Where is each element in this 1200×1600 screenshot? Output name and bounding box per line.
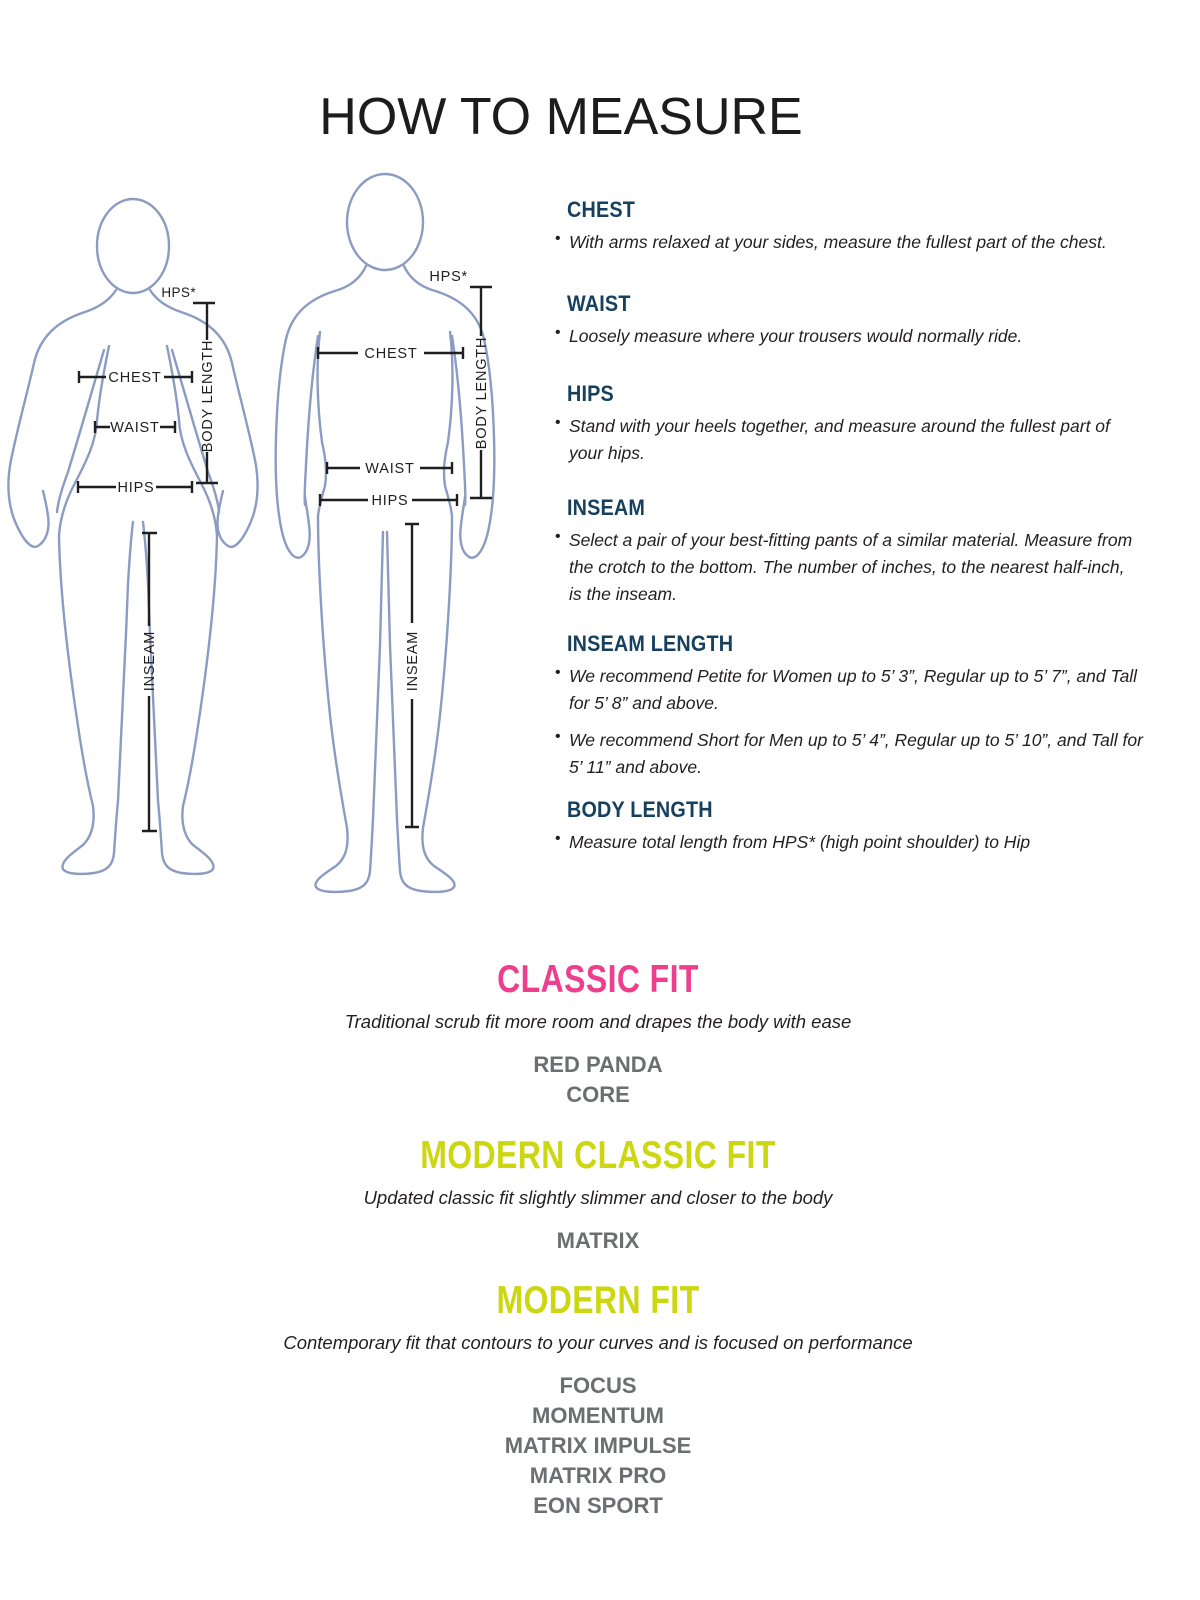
bullet-text: We recommend Short for Men up to 5’ 4”, Regular up to 5’ 10”, and Tall for: [569, 730, 1143, 750]
fit-product-line: MATRIX PRO: [529, 1463, 667, 1488]
bullet-item: [555, 229, 1195, 256]
fit-product-line: FOCUS: [559, 1373, 637, 1398]
bullet-dot: •: [555, 324, 561, 341]
instruction-section-chest: [555, 197, 1195, 262]
fit-title-classic: CLASSIC FIT: [497, 958, 699, 1001]
bullet-text: your hips.: [569, 443, 645, 463]
fit-product-line: EON SPORT: [533, 1493, 663, 1518]
bullet-text: Select a pair of your best-fitting pants of a similar material. Measure from: [569, 530, 1133, 550]
male-right-body-leg-outline: [387, 332, 454, 892]
instruction-heading-inseam: INSEAM: [567, 495, 646, 520]
male-waist-label: WAIST: [365, 461, 415, 477]
bullet-item: [555, 663, 1195, 717]
fit-section-modern: [0, 1279, 1196, 1521]
female-figure: [8, 199, 257, 874]
fit-description: Updated classic fit slightly slimmer and closer to the body: [363, 1187, 833, 1208]
instruction-heading-waist: WAIST: [567, 291, 631, 316]
female-hps-label: HPS*: [161, 285, 196, 300]
female-chest-label: CHEST: [108, 370, 162, 386]
fit-product-lines: [0, 1226, 1196, 1256]
fit-title-modern: MODERN FIT: [496, 1279, 700, 1322]
bullet-item: [555, 413, 1195, 467]
male-measurements: [318, 269, 492, 827]
instruction-heading-chest: CHEST: [567, 197, 636, 222]
bullet-dot: •: [555, 830, 561, 847]
bullet-text: We recommend Petite for Women up to 5’ 3”, Regular up to 5’ 7”, and Tall: [569, 666, 1138, 686]
bullet-item: [555, 323, 1195, 350]
male-hps-label: HPS*: [429, 269, 468, 285]
bullet-text: Measure total length from HPS* (high point shoulder) to Hip: [569, 832, 1031, 852]
instruction-section-inseam: [555, 495, 1195, 614]
bullet-dot: •: [555, 414, 561, 431]
female-inseam-label: INSEAM: [142, 630, 158, 692]
fit-section-classic: [0, 958, 1196, 1110]
male-right-inner-arm: [452, 336, 465, 505]
fit-product-lines: [0, 1050, 1196, 1110]
fit-product-line: RED PANDA: [533, 1052, 663, 1077]
instruction-heading-body-length: BODY LENGTH: [567, 797, 713, 822]
bullet-dot: •: [555, 528, 561, 545]
female-head-outline: [97, 199, 169, 293]
male-body-length-label: BODY LENGTH: [474, 336, 490, 450]
male-hips-label: HIPS: [371, 493, 409, 509]
male-left-inner-arm: [305, 336, 318, 505]
fit-product-line: MATRIX IMPULSE: [504, 1433, 692, 1458]
bullet-item: [555, 527, 1195, 608]
bullet-text: 5’ 11” and above.: [569, 757, 702, 777]
bullet-text: for 5’ 8” and above.: [569, 693, 719, 713]
male-left-arm-outline: [276, 266, 366, 558]
male-chest-label: CHEST: [364, 346, 418, 362]
male-inseam-label: INSEAM: [405, 630, 421, 692]
bullet-text: Stand with your heels together, and measure around the fullest part of: [569, 416, 1110, 436]
fit-description: Traditional scrub fit more room and drapes the body with ease: [344, 1011, 852, 1032]
bullet-dot: •: [555, 230, 561, 247]
fit-product-lines: [0, 1371, 1196, 1521]
bullet-text: the crotch to the bottom. The number of inches, to the nearest half-inch,: [569, 557, 1125, 577]
bullet-text: Loosely measure where your trousers would normally ride.: [569, 326, 1023, 346]
male-head-outline: [347, 174, 423, 270]
fit-section-modern-classic: [0, 1134, 1196, 1256]
fit-product-line: CORE: [566, 1082, 630, 1107]
male-left-body-leg-outline: [316, 332, 383, 892]
fit-product-line: MOMENTUM: [532, 1403, 664, 1428]
instruction-section-waist: [555, 291, 1195, 356]
instruction-section-body-length: [555, 797, 1195, 862]
instruction-heading-hips: HIPS: [567, 381, 614, 406]
bullet-text: is the inseam.: [569, 584, 677, 604]
fit-title-modern-classic: MODERN CLASSIC FIT: [420, 1134, 776, 1177]
fit-product-line: MATRIX: [556, 1228, 640, 1253]
bullet-dot: •: [555, 664, 561, 681]
bullet-text: With arms relaxed at your sides, measure the fullest part of the chest.: [569, 232, 1107, 252]
instruction-section-inseam-length: [555, 631, 1195, 791]
female-waist-label: WAIST: [110, 420, 160, 436]
bullet-item: [555, 727, 1195, 781]
page-title: HOW TO MEASURE: [319, 87, 803, 146]
instruction-heading-inseam-length: INSEAM LENGTH: [567, 631, 734, 656]
bullet-item: [555, 829, 1195, 856]
female-body-length-label: BODY LENGTH: [200, 339, 216, 453]
fit-description: Contemporary fit that contours to your curves and is focused on performance: [283, 1332, 913, 1353]
female-hips-label: HIPS: [117, 480, 155, 496]
bullet-dot: •: [555, 728, 561, 745]
female-left-arm-outline: [8, 290, 116, 547]
instruction-section-hips: [555, 381, 1195, 473]
